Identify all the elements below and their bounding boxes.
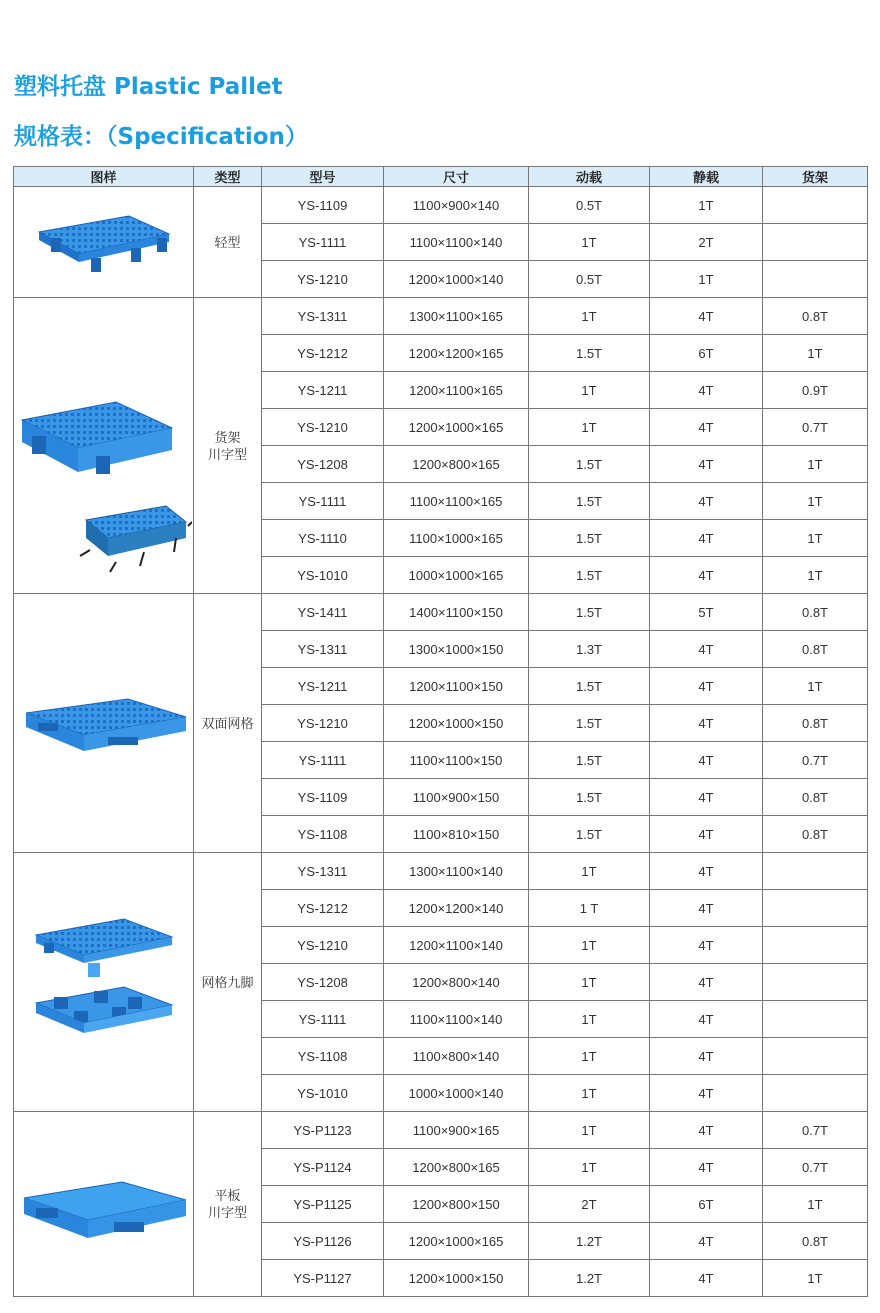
rack-load-cell (763, 890, 868, 927)
static-load-cell: 4T (650, 372, 763, 409)
model-cell: YS-1010 (262, 1075, 384, 1112)
size-cell: 1400×1100×150 (384, 594, 529, 631)
spec-table (13, 166, 868, 1297)
static-load-cell: 4T (650, 1075, 763, 1112)
rack-load-cell: 0.9T (763, 372, 868, 409)
model-cell: YS-1111 (262, 483, 384, 520)
model-cell: YS-1311 (262, 853, 384, 890)
rack-load-cell: 0.8T (763, 705, 868, 742)
model-cell: YS-1010 (262, 557, 384, 594)
static-load-cell: 4T (650, 705, 763, 742)
dynamic-load-cell: 1T (529, 1149, 650, 1186)
size-cell: 1200×800×165 (384, 446, 529, 483)
static-load-cell: 4T (650, 668, 763, 705)
size-cell: 1200×1100×165 (384, 372, 529, 409)
model-cell: YS-1109 (262, 779, 384, 816)
size-cell: 1100×1100×165 (384, 483, 529, 520)
model-cell: YS-1411 (262, 594, 384, 631)
model-cell: YS-1208 (262, 964, 384, 1001)
rack-load-cell: 0.7T (763, 1149, 868, 1186)
nine-leg-pallet-icon (14, 853, 194, 1112)
static-load-cell: 4T (650, 1001, 763, 1038)
pallet-type: 货架 川字型 (194, 298, 262, 594)
table-row (14, 853, 868, 890)
rack-load-cell (763, 964, 868, 1001)
rack-load-cell (763, 927, 868, 964)
model-cell: YS-1311 (262, 631, 384, 668)
rack-load-cell: 1T (763, 1260, 868, 1297)
rack-load-cell (763, 261, 868, 298)
model-cell: YS-P1127 (262, 1260, 384, 1297)
size-cell: 1200×1100×140 (384, 927, 529, 964)
model-cell: YS-1208 (262, 446, 384, 483)
dynamic-load-cell: 1.5T (529, 742, 650, 779)
static-load-cell: 6T (650, 335, 763, 372)
size-cell: 1100×900×165 (384, 1112, 529, 1149)
model-cell: YS-1111 (262, 224, 384, 261)
dynamic-load-cell: 1T (529, 964, 650, 1001)
pallet-type: 双面网格 (194, 594, 262, 853)
size-cell: 1200×1000×150 (384, 1260, 529, 1297)
static-load-cell: 4T (650, 557, 763, 594)
rack-pallet-icon (14, 298, 194, 594)
model-cell: YS-1210 (262, 705, 384, 742)
rack-load-cell: 0.7T (763, 409, 868, 446)
model-cell: YS-1109 (262, 187, 384, 224)
model-cell: YS-P1123 (262, 1112, 384, 1149)
rack-load-cell: 1T (763, 520, 868, 557)
model-cell: YS-P1124 (262, 1149, 384, 1186)
model-cell: YS-1210 (262, 261, 384, 298)
size-cell: 1000×1000×165 (384, 557, 529, 594)
table-row (14, 594, 868, 631)
dynamic-load-cell: 1.5T (529, 446, 650, 483)
size-cell: 1100×900×140 (384, 187, 529, 224)
dynamic-load-cell: 1T (529, 372, 650, 409)
size-cell: 1200×1200×140 (384, 890, 529, 927)
dynamic-load-cell: 1.5T (529, 705, 650, 742)
model-cell: YS-1111 (262, 742, 384, 779)
dynamic-load-cell: 0.5T (529, 261, 650, 298)
static-load-cell: 4T (650, 816, 763, 853)
static-load-cell: 4T (650, 927, 763, 964)
size-cell: 1100×1100×140 (384, 224, 529, 261)
light-pallet-icon (14, 187, 194, 298)
model-cell: YS-1212 (262, 890, 384, 927)
double-grid-pallet-icon (14, 594, 194, 853)
size-cell: 1200×1100×150 (384, 668, 529, 705)
table-row (14, 298, 868, 335)
rack-load-cell (763, 224, 868, 261)
size-cell: 1200×1000×165 (384, 1223, 529, 1260)
model-cell: YS-1108 (262, 1038, 384, 1075)
dynamic-load-cell: 1.5T (529, 779, 650, 816)
dynamic-load-cell: 1T (529, 1001, 650, 1038)
dynamic-load-cell: 1.2T (529, 1223, 650, 1260)
dynamic-load-cell: 1T (529, 409, 650, 446)
dynamic-load-cell: 1T (529, 927, 650, 964)
dynamic-load-cell: 1 T (529, 890, 650, 927)
model-cell: YS-1210 (262, 927, 384, 964)
rack-load-cell: 1T (763, 668, 868, 705)
size-cell: 1300×1000×150 (384, 631, 529, 668)
static-load-cell: 4T (650, 483, 763, 520)
page-subtitle: 规格表：（Specification） (14, 124, 308, 150)
dynamic-load-cell: 1.5T (529, 483, 650, 520)
model-cell: YS-1211 (262, 372, 384, 409)
model-cell: YS-1110 (262, 520, 384, 557)
table-header-row (14, 167, 868, 187)
rack-load-cell: 0.8T (763, 1223, 868, 1260)
dynamic-load-cell: 1.5T (529, 520, 650, 557)
static-load-cell: 1T (650, 261, 763, 298)
static-load-cell: 4T (650, 1149, 763, 1186)
model-cell: YS-1108 (262, 816, 384, 853)
static-load-cell: 4T (650, 409, 763, 446)
dynamic-load-cell: 0.5T (529, 187, 650, 224)
rack-load-cell: 0.8T (763, 298, 868, 335)
header-static-load: 静载 (650, 167, 763, 187)
dynamic-load-cell: 1.5T (529, 594, 650, 631)
pallet-type: 网格九脚 (194, 853, 262, 1112)
header-type: 类型 (194, 167, 262, 187)
dynamic-load-cell: 1T (529, 224, 650, 261)
pallet-type: 平板 川字型 (194, 1112, 262, 1297)
size-cell: 1100×900×150 (384, 779, 529, 816)
rack-load-cell: 0.7T (763, 1112, 868, 1149)
model-cell: YS-1111 (262, 1001, 384, 1038)
rack-load-cell: 1T (763, 557, 868, 594)
dynamic-load-cell: 2T (529, 1186, 650, 1223)
dynamic-load-cell: 1.2T (529, 1260, 650, 1297)
dynamic-load-cell: 1.5T (529, 557, 650, 594)
static-load-cell: 4T (650, 964, 763, 1001)
dynamic-load-cell: 1T (529, 298, 650, 335)
static-load-cell: 4T (650, 890, 763, 927)
size-cell: 1100×1100×140 (384, 1001, 529, 1038)
header-rack-load: 货架 (763, 167, 868, 187)
size-cell: 1300×1100×165 (384, 298, 529, 335)
static-load-cell: 4T (650, 742, 763, 779)
static-load-cell: 4T (650, 298, 763, 335)
static-load-cell: 4T (650, 520, 763, 557)
table-row (14, 1112, 868, 1149)
size-cell: 1100×800×140 (384, 1038, 529, 1075)
page-title: 塑料托盘 Plastic Pallet (14, 74, 283, 100)
static-load-cell: 6T (650, 1186, 763, 1223)
flat-pallet-icon (14, 1112, 194, 1297)
rack-load-cell: 1T (763, 1186, 868, 1223)
model-cell: YS-1212 (262, 335, 384, 372)
model-cell: YS-1210 (262, 409, 384, 446)
dynamic-load-cell: 1.5T (529, 668, 650, 705)
static-load-cell: 4T (650, 1038, 763, 1075)
size-cell: 1200×1000×150 (384, 705, 529, 742)
static-load-cell: 4T (650, 853, 763, 890)
size-cell: 1100×810×150 (384, 816, 529, 853)
dynamic-load-cell: 1T (529, 1075, 650, 1112)
header-model: 型号 (262, 167, 384, 187)
rack-load-cell (763, 853, 868, 890)
header-size: 尺寸 (384, 167, 529, 187)
dynamic-load-cell: 1T (529, 853, 650, 890)
header-image: 图样 (14, 167, 194, 187)
rack-load-cell: 1T (763, 446, 868, 483)
model-cell: YS-1311 (262, 298, 384, 335)
rack-load-cell (763, 187, 868, 224)
size-cell: 1100×1100×150 (384, 742, 529, 779)
rack-load-cell: 1T (763, 483, 868, 520)
rack-load-cell: 0.8T (763, 631, 868, 668)
size-cell: 1200×800×165 (384, 1149, 529, 1186)
rack-load-cell (763, 1001, 868, 1038)
size-cell: 1200×800×150 (384, 1186, 529, 1223)
dynamic-load-cell: 1.3T (529, 631, 650, 668)
table-row (14, 187, 868, 224)
header-dynamic-load: 动载 (529, 167, 650, 187)
size-cell: 1200×1200×165 (384, 335, 529, 372)
static-load-cell: 4T (650, 446, 763, 483)
size-cell: 1000×1000×140 (384, 1075, 529, 1112)
model-cell: YS-P1125 (262, 1186, 384, 1223)
dynamic-load-cell: 1.5T (529, 335, 650, 372)
static-load-cell: 4T (650, 1223, 763, 1260)
model-cell: YS-1211 (262, 668, 384, 705)
static-load-cell: 2T (650, 224, 763, 261)
static-load-cell: 1T (650, 187, 763, 224)
rack-load-cell (763, 1038, 868, 1075)
rack-load-cell: 1T (763, 335, 868, 372)
rack-load-cell: 0.8T (763, 816, 868, 853)
dynamic-load-cell: 1T (529, 1112, 650, 1149)
static-load-cell: 4T (650, 1260, 763, 1297)
size-cell: 1200×800×140 (384, 964, 529, 1001)
size-cell: 1200×1000×140 (384, 261, 529, 298)
static-load-cell: 5T (650, 594, 763, 631)
dynamic-load-cell: 1.5T (529, 816, 650, 853)
rack-load-cell: 0.7T (763, 742, 868, 779)
static-load-cell: 4T (650, 1112, 763, 1149)
static-load-cell: 4T (650, 779, 763, 816)
rack-load-cell (763, 1075, 868, 1112)
pallet-type: 轻型 (194, 187, 262, 298)
static-load-cell: 4T (650, 631, 763, 668)
model-cell: YS-P1126 (262, 1223, 384, 1260)
dynamic-load-cell: 1T (529, 1038, 650, 1075)
rack-load-cell: 0.8T (763, 779, 868, 816)
size-cell: 1100×1000×165 (384, 520, 529, 557)
size-cell: 1300×1100×140 (384, 853, 529, 890)
rack-load-cell: 0.8T (763, 594, 868, 631)
size-cell: 1200×1000×165 (384, 409, 529, 446)
